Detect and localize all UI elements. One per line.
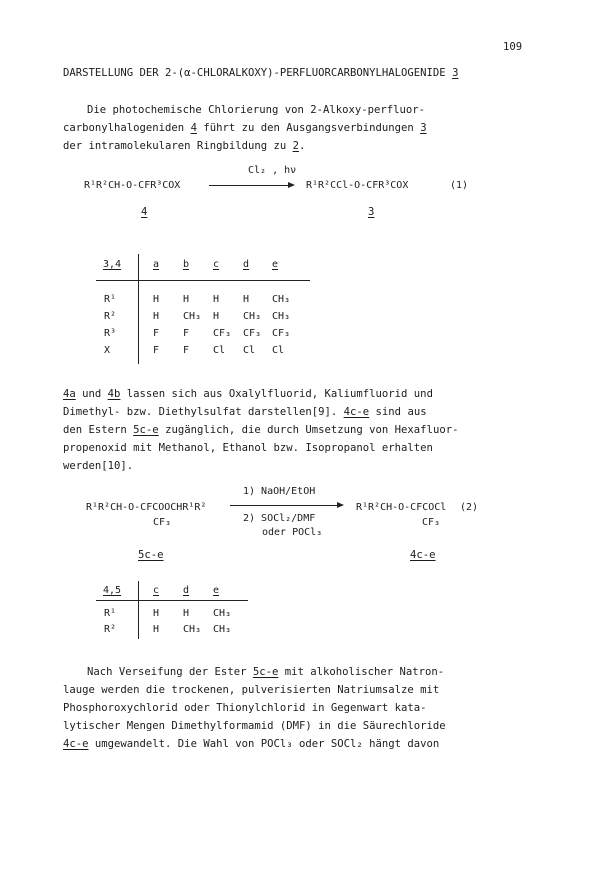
table-1-cell: CH₃ bbox=[183, 311, 202, 322]
reaction-2-reactant: R¹R²CH-O-CFCOOCHR¹R² bbox=[86, 502, 207, 513]
paragraph-3-line-2: lauge werden die trockenen, pulverisierten Natriumsalze mit bbox=[63, 684, 440, 696]
text: . bbox=[126, 460, 134, 472]
table-1-row-label: R² bbox=[104, 311, 117, 322]
compound-ref: 5c-e bbox=[252, 666, 279, 678]
text: zugänglich, die durch Umsetzung von Hexafluor- bbox=[158, 424, 459, 436]
text: Nach Verseifung der Ester bbox=[87, 666, 253, 678]
table-1-cell: Cl bbox=[243, 345, 256, 356]
table-2-cell: H bbox=[153, 624, 160, 635]
table-1-cell: H bbox=[153, 294, 160, 305]
table-2-cell: H bbox=[153, 608, 160, 619]
table-1-col-header: a bbox=[153, 259, 160, 270]
reaction-2-product-label: 4c-e bbox=[410, 549, 436, 561]
table-1-row-label: X bbox=[104, 345, 111, 356]
table-2-cell: CH₃ bbox=[213, 608, 232, 619]
reaction-2-arrow bbox=[230, 505, 342, 506]
table-2-cell: CH₃ bbox=[183, 624, 202, 635]
paragraph-2-line-1 bbox=[63, 387, 433, 401]
text: sind aus bbox=[369, 406, 427, 418]
reaction-1-product-label: 3 bbox=[368, 206, 375, 218]
compound-ref: 3 bbox=[420, 122, 427, 134]
table-1-col-header: b bbox=[183, 259, 190, 270]
paragraph-3-line-5 bbox=[63, 737, 439, 751]
text: carbonylhalogeniden bbox=[63, 122, 191, 134]
reaction-2-reactant-label: 5c-e bbox=[138, 549, 164, 561]
reaction-1-arrow bbox=[209, 185, 293, 186]
compound-ref: 4 bbox=[190, 122, 197, 134]
paragraph-1-line-2 bbox=[63, 121, 427, 135]
table-1-cell: H bbox=[243, 294, 250, 305]
table-2-cell: H bbox=[183, 608, 190, 619]
compound-ref: 4c-e bbox=[343, 406, 370, 418]
text: den Estern bbox=[63, 424, 134, 436]
text: Dimethyl- bzw. Diethylsulfat darstellen bbox=[63, 406, 312, 418]
table-1-cell: H bbox=[213, 294, 220, 305]
text: der intramolekularen Ringbildung zu bbox=[63, 140, 293, 152]
citation: [10] bbox=[101, 460, 127, 472]
table-2-corner: 4,5 bbox=[103, 585, 122, 596]
table-1-cell: CF₃ bbox=[243, 328, 262, 339]
paragraph-3-line-4: lytischer Mengen Dimethylformamid (DMF) in die Säurechloride bbox=[63, 720, 446, 732]
table-1-cell: CH₃ bbox=[243, 311, 262, 322]
paragraph-3-line-3: Phosphoroxychlorid oder Thionylchlorid in Gegenwart kata- bbox=[63, 702, 427, 714]
reaction-2-product-cf3: CF₃ bbox=[422, 517, 441, 528]
reaction-2-step-2: 2) SOCl₂/DMF bbox=[243, 513, 316, 524]
table-1-cell: H bbox=[183, 294, 190, 305]
reaction-1-reagent: Cl₂ , hν bbox=[248, 165, 297, 176]
table-1-rule bbox=[96, 280, 310, 281]
paragraph-2-line-3 bbox=[63, 423, 458, 437]
compound-ref: 4c-e bbox=[63, 738, 89, 750]
table-1-cell: H bbox=[213, 311, 220, 322]
reaction-1-reactant: R¹R²CH-O-CFR³COX bbox=[84, 180, 181, 191]
reaction-1-number: (1) bbox=[450, 180, 469, 191]
table-1-cell: F bbox=[153, 328, 160, 339]
table-2-col-header: e bbox=[213, 585, 220, 596]
table-1-row-label: R¹ bbox=[104, 294, 117, 305]
compound-ref: 4a bbox=[63, 388, 76, 400]
compound-ref: 4b bbox=[107, 388, 121, 400]
table-1-col-header: d bbox=[243, 259, 250, 270]
paragraph-1-line-3 bbox=[63, 139, 305, 153]
compound-ref: 2 bbox=[292, 140, 299, 152]
table-2-cell: CH₃ bbox=[213, 624, 232, 635]
table-1-cell: H bbox=[153, 311, 160, 322]
table-1-row-label: R³ bbox=[104, 328, 117, 339]
paragraph-3-line-1 bbox=[87, 665, 444, 679]
citation: [9] bbox=[311, 406, 331, 418]
reaction-2-step-1: 1) NaOH/EtOH bbox=[243, 486, 316, 497]
text: führt zu den Ausgangsverbindungen bbox=[196, 122, 421, 134]
table-2-col-header: d bbox=[183, 585, 190, 596]
text: lassen sich aus Oxalylfluorid, Kaliumfluorid und bbox=[120, 388, 433, 400]
reaction-2-number: (2) bbox=[460, 502, 479, 513]
text: . bbox=[330, 406, 344, 418]
reaction-2-reactant-cf3: CF₃ bbox=[153, 517, 172, 528]
table-1-col-header: c bbox=[213, 259, 220, 270]
table-1-cell: CF₃ bbox=[213, 328, 232, 339]
table-1-corner: 3,4 bbox=[103, 259, 122, 270]
table-1-cell: Cl bbox=[272, 345, 285, 356]
text: . bbox=[299, 140, 306, 152]
section-heading bbox=[63, 66, 458, 80]
table-1-cell: Cl bbox=[213, 345, 226, 356]
heading-text: DARSTELLUNG DER 2-(α-CHLORALKOXY)-PERFLUORCARBONYLHALOGENIDE bbox=[63, 67, 446, 79]
reaction-1-product: R¹R²CCl-O-CFR³COX bbox=[306, 180, 409, 191]
table-1-cell: F bbox=[183, 328, 190, 339]
reaction-2-product: R¹R²CH-O-CFCOCl bbox=[356, 502, 447, 513]
table-2-column-rule bbox=[138, 581, 139, 639]
paragraph-1-line-1: Die photochemische Chlorierung von 2-Alkoxy-perfluor- bbox=[87, 104, 426, 116]
paragraph-2-line-2 bbox=[63, 405, 427, 419]
reaction-2-step-2b: oder POCl₃ bbox=[262, 527, 323, 538]
table-1-cell: CF₃ bbox=[272, 328, 291, 339]
table-2-rule bbox=[96, 600, 248, 601]
table-2-row-label: R² bbox=[104, 624, 117, 635]
paragraph-2-line-5 bbox=[63, 459, 133, 473]
text: werden bbox=[63, 460, 102, 472]
text: umgewandelt. Die Wahl von POCl₃ oder SOCl₂ hängt davon bbox=[88, 738, 440, 750]
table-1-cell: CH₃ bbox=[272, 294, 291, 305]
text: mit alkoholischer Natron- bbox=[278, 666, 445, 678]
table-1-col-header: e bbox=[272, 259, 279, 270]
table-2-row-label: R¹ bbox=[104, 608, 117, 619]
reaction-1-reactant-label: 4 bbox=[141, 206, 148, 218]
page-number: 109 bbox=[503, 41, 523, 53]
table-1-cell: CH₃ bbox=[272, 311, 291, 322]
table-2-col-header: c bbox=[153, 585, 160, 596]
text: und bbox=[75, 388, 108, 400]
table-1-column-rule bbox=[138, 254, 139, 364]
paragraph-2-line-4: propenoxid mit Methanol, Ethanol bzw. Isopropanol erhalten bbox=[63, 442, 433, 454]
heading-compound-ref: 3 bbox=[452, 67, 459, 79]
table-1-cell: F bbox=[153, 345, 160, 356]
compound-ref: 5c-e bbox=[133, 424, 159, 436]
table-1-cell: F bbox=[183, 345, 190, 356]
